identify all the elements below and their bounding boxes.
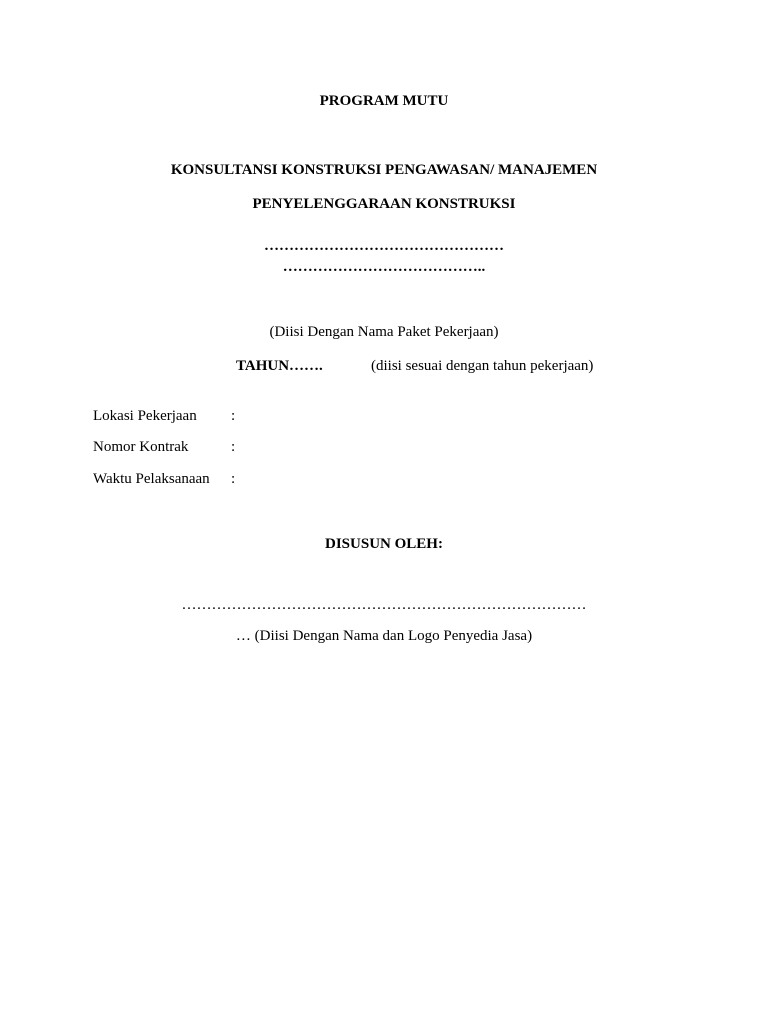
- year-hint: (diisi sesuai dengan tahun pekerjaan): [371, 358, 594, 374]
- provider-name-placeholder: ………………………………………………………………………: [181, 597, 587, 613]
- subtitle-line-1: KONSULTANSI KONSTRUKSI PENGAWASAN/ MANAJEMEN: [170, 162, 598, 178]
- package-name-placeholder-line-2: …………………………………..: [282, 259, 486, 275]
- field-label-execution-time: Waktu Pelaksanaan: [93, 471, 210, 487]
- package-name-hint: (Diisi Dengan Nama Paket Pekerjaan): [269, 324, 499, 340]
- document-title: PROGRAM MUTU: [319, 93, 449, 109]
- field-colon: :: [231, 471, 236, 487]
- package-name-placeholder-line-1: …………………………………………: [264, 238, 504, 254]
- subtitle-line-2: PENYELENGGARAAN KONSTRUKSI: [252, 196, 516, 212]
- field-colon: :: [231, 439, 236, 455]
- field-label-contract-number: Nomor Kontrak: [93, 439, 189, 455]
- field-label-work-location: Lokasi Pekerjaan: [93, 408, 197, 424]
- provider-name-hint: … (Diisi Dengan Nama dan Logo Penyedia Jasa): [235, 628, 533, 644]
- year-label: TAHUN…….: [236, 358, 323, 374]
- field-colon: :: [231, 408, 236, 424]
- prepared-by-label: DISUSUN OLEH:: [325, 536, 443, 552]
